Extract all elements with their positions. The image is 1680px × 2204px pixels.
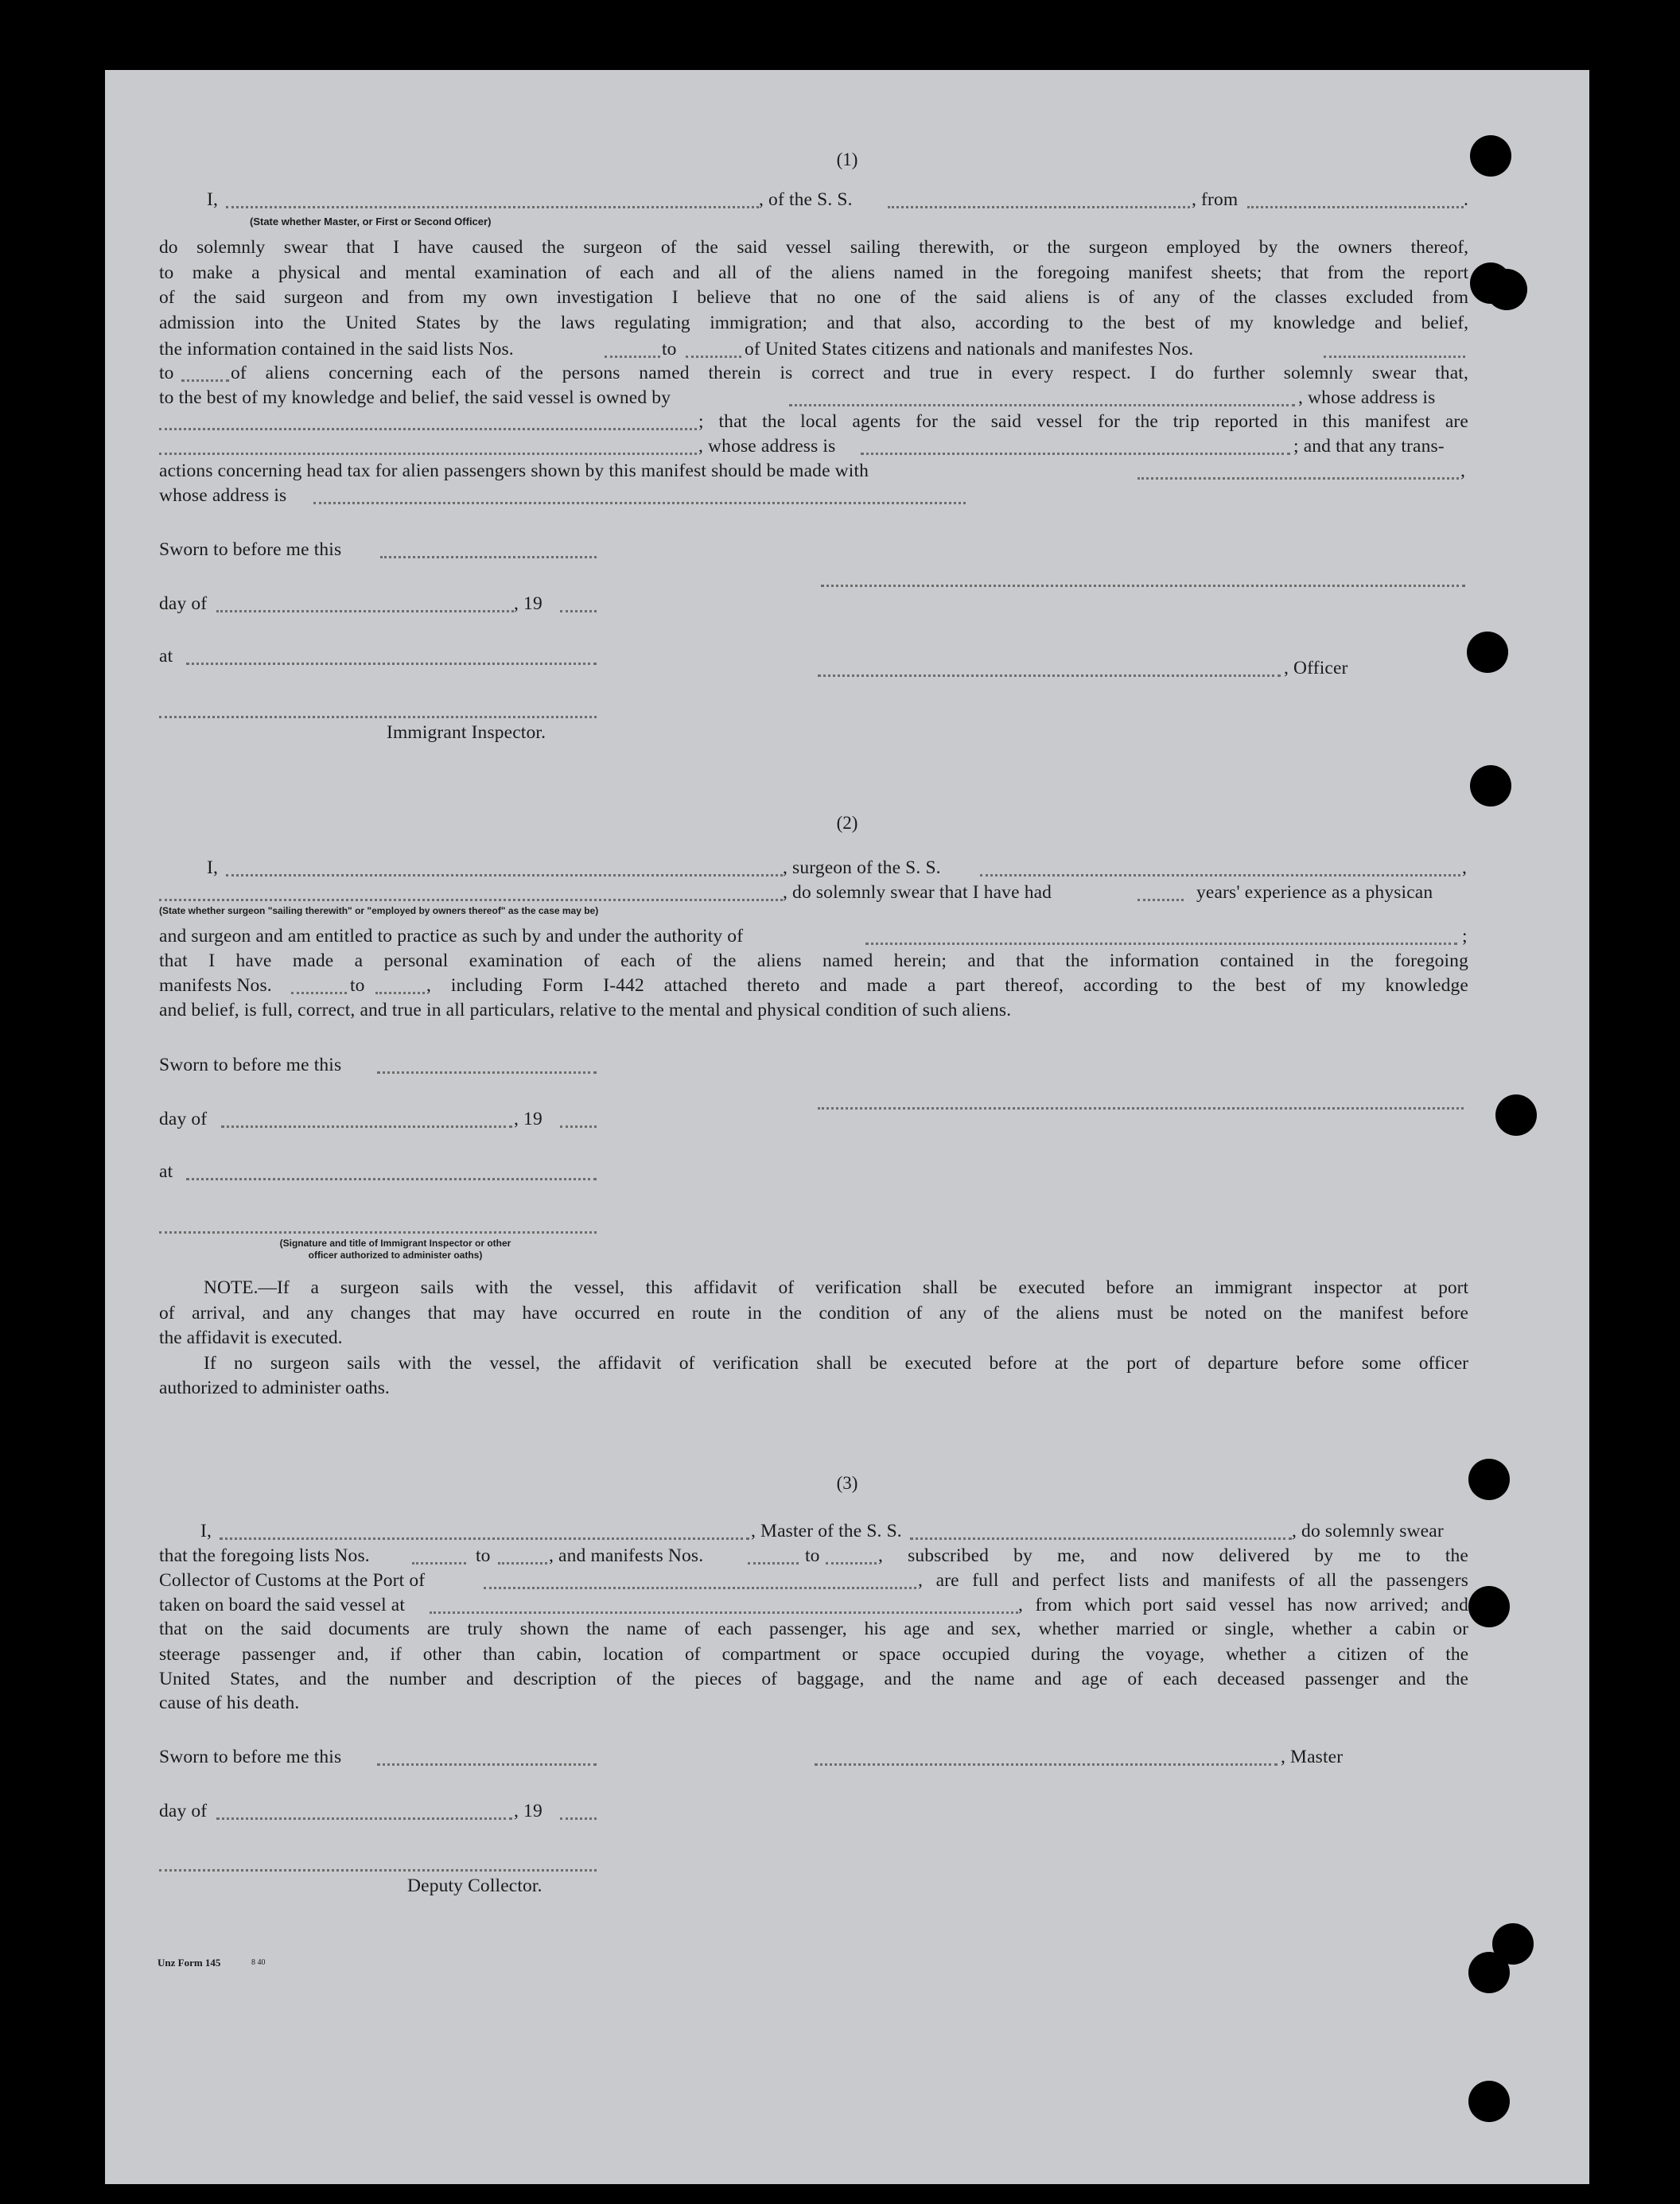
surgeon-note: (State whether surgeon "sailing therewith" or "employed by owners thereof" as the case may be) [159,905,599,916]
sworn-label: Sworn to before me this [159,1055,342,1075]
day-of-label: day of [159,593,208,614]
day-of-label: day of [159,1109,208,1129]
s3-lists-to-field[interactable] [498,1562,547,1565]
s3-manifests-label: , and manifests Nos. [549,1545,704,1566]
deputy-label: Deputy Collector. [407,1876,542,1896]
aliens-line: of aliens concerning each of the persons named therein is correct and true in every respect. I do further solemnly swear that, [231,363,1468,383]
agents-address-field[interactable] [861,453,1290,455]
sworn-date-field[interactable] [377,1763,597,1766]
section-1-paragraph [159,235,1468,336]
section-3-i: I, [200,1521,212,1541]
paragraph-line: do solemnly swear that I have caused the surgeon of the said vessel sailing therewith, or the surgeon employed by the owners thereof, [159,237,1468,258]
vessel-name-field[interactable] [888,206,1190,208]
port-field[interactable] [484,1587,916,1589]
officer-name-field[interactable] [818,674,1281,677]
year-label: , 19 [514,1801,542,1821]
master-note: (State whether Master, or First or Second Officer) [250,216,492,227]
s3-vessel-field[interactable] [910,1537,1292,1540]
year-field[interactable] [560,610,597,612]
paragraph-line: of the said surgeon and from my own investigation I believe that no one of the said aliens is of any of the classes excluded from [159,287,1468,308]
master-of-ss-label: , Master of the S. S. [751,1521,902,1541]
inspector-signature-line[interactable] [159,716,597,718]
years-experience-label: years' experience as a physican [1196,882,1433,903]
officer-label: , Officer [1284,658,1348,678]
head-tax-comma: , [1460,461,1466,481]
s2-manifests-to-field[interactable] [375,992,425,994]
lists-to-field[interactable] [686,356,741,358]
s2-manifests-from-field[interactable] [291,992,347,994]
owner-address-field[interactable] [159,428,697,430]
of-the-ss-label: , of the S. S. [759,189,853,210]
binder-hole [1470,765,1511,807]
year-field[interactable] [560,1817,597,1820]
owner-field[interactable] [789,404,1295,406]
at-label: at [159,646,173,667]
lists-to-label: to [662,339,677,360]
note-line: of arrival, and any changes that may have occurred en route in the condition of any of the aliens must be noted on the manifest before [159,1302,1468,1324]
port-from-field[interactable] [1247,206,1464,208]
month-field[interactable] [221,1125,512,1128]
belief-line: and belief, is full, correct, and true in all particulars, relative to the mental and physical condition of such aliens. [159,1000,1012,1020]
sworn-label: Sworn to before me this [159,1747,342,1767]
binder-hole [1468,1459,1510,1500]
paragraph-line: United States, and the number and description of the pieces of baggage, and the name and age of each deceased passenger and the [159,1669,1468,1689]
full-perfect-label: , are full and perfect lists and manifests of all the passengers [918,1570,1468,1591]
death-line: cause of his death. [159,1693,300,1713]
sworn-date-field[interactable] [380,556,597,558]
binder-hole [1468,1952,1510,1993]
authority-field[interactable] [865,943,1457,945]
binder-hole [1486,269,1527,310]
note-line: authorized to administer oaths. [159,1378,390,1398]
binder-hole [1495,1094,1537,1136]
master-signature-line[interactable] [815,1763,1278,1766]
head-tax-address-field[interactable] [313,502,966,504]
form-id: Unz Form 145 [158,1957,221,1969]
practice-label: and surgeon and am entitled to practice as such by and under the authority of [159,926,744,947]
whose-address-label: whose address is [159,485,287,506]
master-label: , Master [1281,1747,1344,1767]
sworn-date-field[interactable] [377,1071,597,1074]
s3-manifests-from-field[interactable] [748,1562,799,1565]
lists-label: the information contained in the said lists Nos. [159,339,514,360]
agents-field[interactable] [159,453,697,455]
section-2-i: I, [207,857,219,878]
line-end: , [1462,857,1468,878]
owned-by-label: to the best of my knowledge and belief, the said vessel is owned by [159,387,671,408]
at-place-field[interactable] [186,1178,597,1180]
years-experience-field[interactable] [1138,899,1184,901]
day-of-label: day of [159,1801,208,1821]
form-code: 8 40 [251,1958,266,1967]
section-3-paragraph [159,1617,1468,1693]
binder-hole [1470,135,1511,177]
at-label: at [159,1161,173,1182]
year-field[interactable] [560,1125,597,1128]
examination-line: that I have made a personal examination of each of the aliens named herein; and that the information contained in the foregoing [159,950,1468,971]
signature-note-line: officer authorized to administer oaths) [308,1250,483,1261]
paragraph-line: steerage passenger and, if other than cabin, location of compartment or space occupied during the voyage, whether a citizen of the [159,1643,1468,1665]
note-block [159,1276,1468,1401]
deputy-signature-line[interactable] [159,1869,597,1872]
section-1-i: I, [207,189,219,210]
officer-signature-line[interactable] [821,585,1465,587]
note-line: If no surgeon sails with the vessel, the affidavit of verification shall be executed before at the port of departure before some officer [204,1352,1468,1374]
any-trans-label: ; and that any trans- [1293,436,1445,457]
manifests-to-field[interactable] [181,379,229,382]
form-page [105,70,1589,2184]
aliens-to-label: to [159,363,174,383]
month-field[interactable] [216,1817,512,1820]
s3-manifests-to-field[interactable] [826,1562,877,1565]
arrived-label: , from which port said vessel has now arrived; and [1018,1595,1468,1615]
surgeon-of-ss-label: , surgeon of the S. S. [783,857,941,878]
s3-to-label: to [476,1545,491,1566]
section-2-number: (2) [836,813,858,833]
master-name-field[interactable] [226,206,759,208]
note-line: the affidavit is executed. [159,1327,343,1348]
solemnly-swear-label: , do solemnly swear that I have had [783,882,1052,903]
year-label: , 19 [514,593,542,614]
agents-address-label: , whose address is [698,436,836,457]
lists-from-field[interactable] [605,356,660,358]
paragraph-line: to make a physical and mental examination of each and all of the aliens named in the foregoing manifest sheets; that from the report [159,262,1468,283]
line-end: . [1464,189,1469,210]
binder-hole [1468,1586,1510,1627]
collector-label: Collector of Customs at the Port of [159,1570,426,1591]
agents-label: ; that the local agents for the said vessel for the trip reported in this manifest are [698,411,1468,432]
head-tax-agent-field[interactable] [1138,477,1459,480]
master-name-field[interactable] [220,1537,749,1540]
signature-note-line: (Signature and title of Immigrant Inspector or other [279,1238,511,1249]
solemnly-swear-label: , do solemnly swear [1292,1521,1444,1541]
head-tax-label: actions concerning head tax for alien passengers shown by this manifest should be made with [159,461,869,481]
port-of-departure-field[interactable] [430,1611,1018,1614]
inspector-signature-line[interactable] [159,1231,597,1234]
section-1-number: (1) [836,150,858,169]
s3-to-label: to [805,1545,820,1566]
surgeon-vessel-field[interactable] [980,874,1460,877]
from-label: , from [1192,189,1239,210]
s3-lists-from-field[interactable] [412,1562,466,1565]
inspector-label: Immigrant Inspector. [387,722,546,743]
year-label: , 19 [514,1109,542,1129]
citizens-label: of United States citizens and nationals and manifestes Nos. [745,339,1194,360]
form-i442-line: , including Form I-442 attached thereto and made a part thereof, according to the best of my knowledge [426,975,1468,996]
signature-note [194,1238,597,1261]
month-field[interactable] [216,610,514,612]
section-3-number: (3) [836,1473,858,1493]
binder-hole [1468,2081,1510,2122]
sworn-label: Sworn to before me this [159,539,342,560]
subscribed-label: , subscribed by me, and now delivered by me to the [878,1545,1468,1566]
surgeon-status-field[interactable] [159,899,783,901]
surgeon-name-field[interactable] [226,874,783,877]
lists-label: that the foregoing lists Nos. [159,1545,370,1566]
taken-label: taken on board the said vessel at [159,1595,406,1615]
s2-to-label: to [350,975,365,996]
semicolon: ; [1462,926,1468,947]
manifests-from-field[interactable] [1324,356,1465,358]
surgeon-signature-line[interactable] [818,1107,1464,1110]
binder-hole [1467,632,1508,673]
paragraph-line: admission into the United States by the laws regulating immigration; and that also, according to the best of my knowledge and belief, [159,312,1468,333]
paragraph-line: that on the said documents are truly shown the name of each passenger, his age and sex, whether married or single, whether a cabin or [159,1619,1468,1639]
note-line: NOTE.—If a surgeon sails with the vessel, this affidavit of verification shall be executed before an immigrant inspector at port [204,1277,1468,1298]
owner-address-label: , whose address is [1298,387,1436,408]
at-place-field[interactable] [186,663,597,665]
manifests-label: manifests Nos. [159,975,272,996]
